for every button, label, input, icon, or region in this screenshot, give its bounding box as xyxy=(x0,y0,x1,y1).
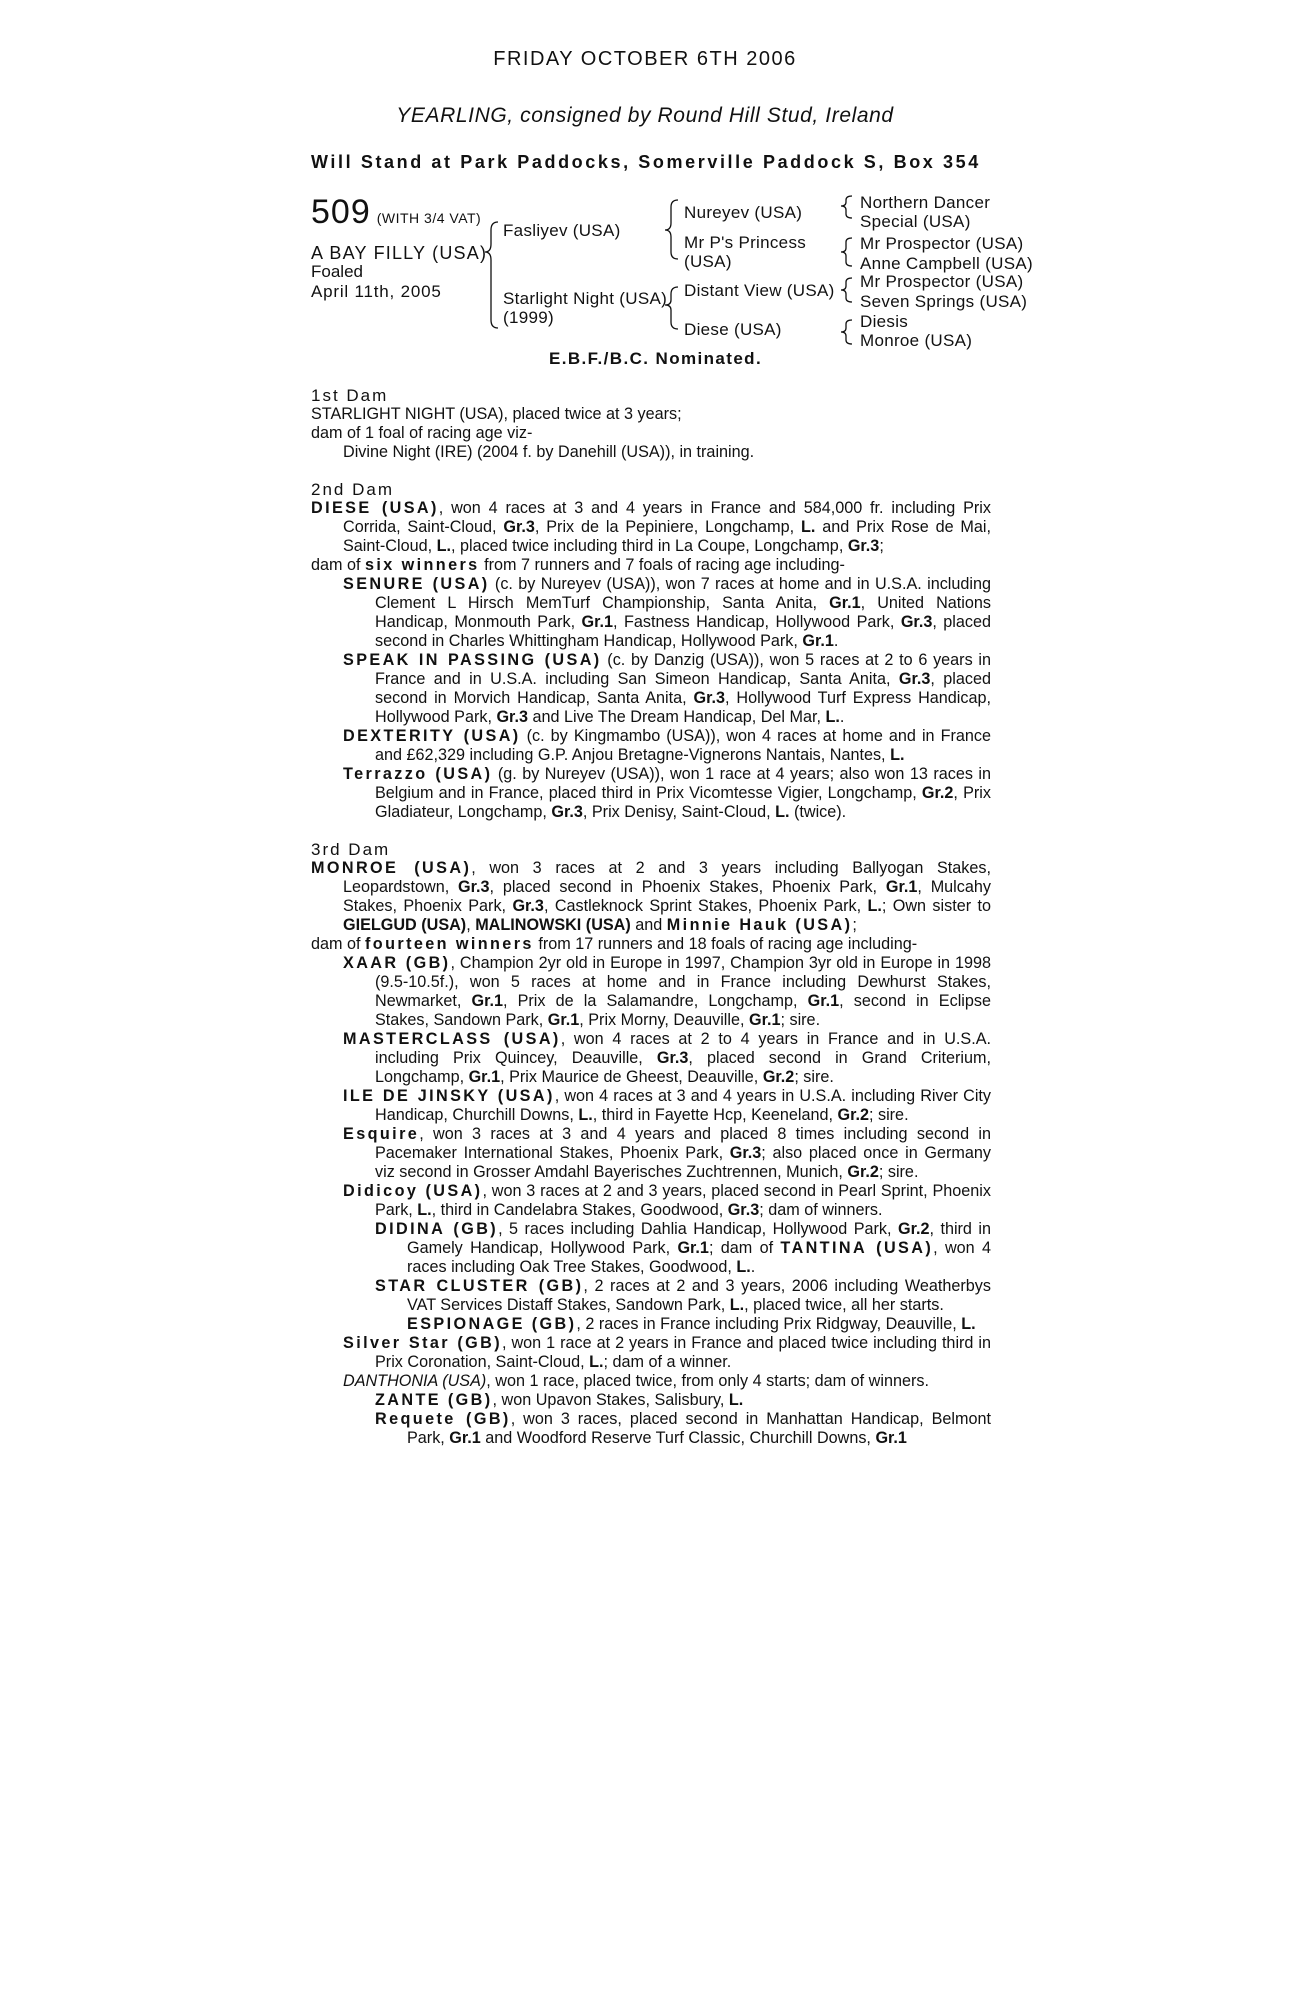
horse-name: Esquire xyxy=(343,1125,420,1143)
horse-name: Silver Star (GB) xyxy=(343,1334,503,1352)
horse-name: DIESE (USA) xyxy=(311,499,439,517)
horse-name: Didicoy (USA) xyxy=(343,1182,483,1200)
produce-entry-espionage: ESPIONAGE (GB), 2 races in France including Prix Ridgway, Deauville, L. xyxy=(407,1315,976,1333)
third-dam-produce-summary: dam of fourteen winners from 17 runners and 18 foals of racing age including- xyxy=(311,935,918,953)
first-dam-line: STARLIGHT NIGHT (USA), placed twice at 3 years; xyxy=(311,405,682,423)
produce-entry-esquire: Esquire, won 3 races at 3 and 4 years and placed 8 times including second in Pacemaker International Stakes, Phoenix Park, Gr.3; also placed once in Germany viz second in Grosser Amdahl Bayerisches Zuchtrennen, Munich, Gr.2; sire. xyxy=(343,1125,991,1181)
sale-date: FRIDAY OCTOBER 6TH 2006 xyxy=(493,48,797,70)
stand-location: Will Stand at Park Paddocks, Somerville Paddock S, Box 354 xyxy=(311,152,981,172)
horse-name: DIDINA (GB) xyxy=(375,1220,499,1238)
pedigree-g8: Monroe (USA) xyxy=(860,331,973,350)
lot-number: 509 xyxy=(311,193,371,231)
produce-entry-xaar: XAAR (GB), Champion 2yr old in Europe in 1997, Champion 3yr old in Europe in 1998 (9.5-10.5f.), won 5 races at home and in France including Dewhurst Stakes, Newmarket, Gr.1, Prix de la Salamandre, Longchamp, Gr.1, second in Eclipse Stakes, Sandown Park, Gr.1, Prix Morny, Deauville, Gr.1; sire. xyxy=(343,954,991,1029)
horse-name: DEXTERITY (USA) xyxy=(343,727,521,745)
pedigree-g3: Mr Prospector (USA) xyxy=(860,234,1024,253)
pedigree-dam-year: (1999) xyxy=(503,308,554,327)
catalogue-body xyxy=(311,386,991,1448)
produce-entry-star-cluster: STAR CLUSTER (GB), 2 races at 2 and 3 years, 2006 including Weatherbys VAT Services Distaff Stakes, Sandown Park, L., placed twice, all her starts. xyxy=(375,1277,991,1314)
produce-entry-silver-star: Silver Star (GB), won 1 race at 2 years in France and placed twice including third in Prix Coronation, Saint-Cloud, L.; dam of a winner. xyxy=(343,1334,992,1371)
horse-name: MONROE (USA) xyxy=(311,859,472,877)
vat-note: (WITH 3/4 VAT) xyxy=(376,210,482,226)
produce-entry-ile-de-jinsky: ILE DE JINSKY (USA), won 4 races at 3 and 4 years in U.S.A. including River City Handicap, Churchill Downs, L., third in Fayette Hcp, Keeneland, Gr.2; sire. xyxy=(343,1087,992,1124)
produce-entry-senure: SENURE (USA) (c. by Nureyev (USA)), won 7 races at home and in U.S.A. including Clement L Hirsch MemTurf Championship, Santa Anita, Gr.1, United Nations Handicap, Monmouth Park, Gr.1, Fastness Handicap, Hollywood Park, Gr.3, placed second in Charles Whittingham Handicap, Hollywood Park, Gr.1. xyxy=(343,575,992,650)
produce-entry-masterclass: MASTERCLASS (USA), won 4 races at 2 to 4 years in France and in U.S.A. including Prix Quincey, Deauville, Gr.3, placed second in Grand Criterium, Longchamp, Gr.1, Prix Maurice de Gheest, Deauville, Gr.2; sire. xyxy=(343,1030,991,1086)
horse-name: ESPIONAGE (GB) xyxy=(407,1315,577,1333)
pedigree-sire-dam: Mr P's Princess xyxy=(684,233,807,252)
horse-name: ILE DE JINSKY (USA) xyxy=(343,1087,555,1105)
pedigree-dam: Starlight Night (USA) xyxy=(503,289,668,308)
pedigree-sire-sire: Nureyev (USA) xyxy=(684,203,803,222)
horse-name: STAR CLUSTER (GB) xyxy=(375,1277,584,1295)
horse-name: SPEAK IN PASSING (USA) xyxy=(343,651,602,669)
second-dam-produce-summary: dam of six winners from 7 runners and 7 foals of racing age including- xyxy=(311,556,845,574)
produce-entry-dexterity: DEXTERITY (USA) (c. by Kingmambo (USA)), won 4 races at home and in France and £62,329 including G.P. Anjou Bretagne-Vignerons Nantais, Nantes, L. xyxy=(343,727,991,764)
produce-entry-speak-in-passing: SPEAK IN PASSING (USA) (c. by Danzig (USA)), won 5 races at 2 to 6 years in France and in U.S.A. including San Simeon Handicap, Santa Anita, Gr.3, placed second in Morvich Handicap, Santa Anita, Gr.3, Hollywood Turf Express Handicap, Hollywood Park, Gr.3 and Live The Dream Handicap, Del Mar, L.. xyxy=(343,651,992,726)
horse-name: Requete (GB) xyxy=(375,1410,511,1428)
horse-name: XAAR (GB) xyxy=(343,954,451,972)
pedigree-g6: Seven Springs (USA) xyxy=(860,292,1028,311)
first-dam-produce-count: dam of 1 foal of racing age viz- xyxy=(311,424,533,442)
horse-name: ZANTE (GB) xyxy=(375,1391,493,1409)
third-dam-heading: 3rd Dam xyxy=(311,840,391,859)
horse-name: DANTHONIA (USA) xyxy=(343,1372,487,1390)
second-dam-heading: 2nd Dam xyxy=(311,480,394,499)
horse-name: Terrazzo (USA) xyxy=(343,765,493,783)
pedigree-dam-dam: Diese (USA) xyxy=(684,320,782,339)
pedigree-sire: Fasliyev (USA) xyxy=(503,221,621,240)
horse-name: MASTERCLASS (USA) xyxy=(343,1030,561,1048)
third-dam-entry: MONROE (USA), won 3 races at 2 and 3 years including Ballyogan Stakes, Leopardstown, Gr.3, placed second in Phoenix Stakes, Phoenix Park, Gr.1, Mulcahy Stakes, Phoenix Park, Gr.3, Castleknock Sprint Stakes, Phoenix Park, L.; Own sister to GIELGUD (USA), MALINOWSKI (USA) and Minnie Hauk (USA); xyxy=(311,859,991,934)
foaled-label: Foaled xyxy=(311,262,363,281)
second-dam-entry: DIESE (USA), won 4 races at 3 and 4 years in France and 584,000 fr. including Prix Corrida, Saint-Cloud, Gr.3, Prix de la Pepiniere, Longchamp, L. and Prix Rose de Mai, Saint-Cloud, L., placed twice including third in La Coupe, Longchamp, Gr.3; xyxy=(311,499,992,555)
pedigree-g4: Anne Campbell (USA) xyxy=(860,254,1033,273)
consignor-line: YEARLING, consigned by Round Hill Stud, Ireland xyxy=(396,104,894,127)
produce-entry-didicoy: Didicoy (USA), won 3 races at 2 and 3 years, placed second in Pearl Sprint, Phoenix Park, L., third in Candelabra Stakes, Goodwood, Gr.3; dam of winners. xyxy=(343,1182,991,1219)
pedigree-g5: Mr Prospector (USA) xyxy=(860,272,1024,291)
pedigree-sire-dam-country: (USA) xyxy=(684,252,732,271)
pedigree-g7: Diesis xyxy=(860,312,909,331)
first-dam-heading: 1st Dam xyxy=(311,386,389,405)
produce-entry-zante: ZANTE (GB), won Upavon Stakes, Salisbury, L. xyxy=(375,1391,744,1409)
foaled-date: April 11th, 2005 xyxy=(311,282,442,301)
horse-name: SENURE (USA) xyxy=(343,575,490,593)
nomination-note: E.B.F./B.C. Nominated. xyxy=(549,349,763,368)
produce-entry-terrazzo: Terrazzo (USA) (g. by Nureyev (USA)), won 1 race at 4 years; also won 13 races in Belgium and in France, placed third in Prix Vicomtesse Vigier, Longchamp, Gr.2, Prix Gladiateur, Longchamp, Gr.3, Prix Denisy, Saint-Cloud, L. (twice). xyxy=(343,765,992,821)
lot-description: A BAY FILLY (USA) xyxy=(311,243,488,263)
first-dam-foal: Divine Night (IRE) (2004 f. by Danehill (USA)), in training. xyxy=(343,443,755,461)
produce-entry-danthonia: DANTHONIA (USA), won 1 race, placed twice, from only 4 starts; dam of winners. xyxy=(343,1372,929,1390)
pedigree-g1: Northern Dancer xyxy=(860,193,991,212)
pedigree-g2: Special (USA) xyxy=(860,212,971,231)
produce-entry-didina: DIDINA (GB), 5 races including Dahlia Handicap, Hollywood Park, Gr.2, third in Gamely Handicap, Hollywood Park, Gr.1; dam of TANTINA (USA), won 4 races including Oak Tree Stakes, Goodwood, L.. xyxy=(375,1220,991,1276)
produce-entry-requete: Requete (GB), won 3 races, placed second in Manhattan Handicap, Belmont Park, Gr.1 and Woodford Reserve Turf Classic, Churchill Downs, Gr.1 xyxy=(375,1410,991,1447)
pedigree-dam-sire: Distant View (USA) xyxy=(684,281,835,300)
